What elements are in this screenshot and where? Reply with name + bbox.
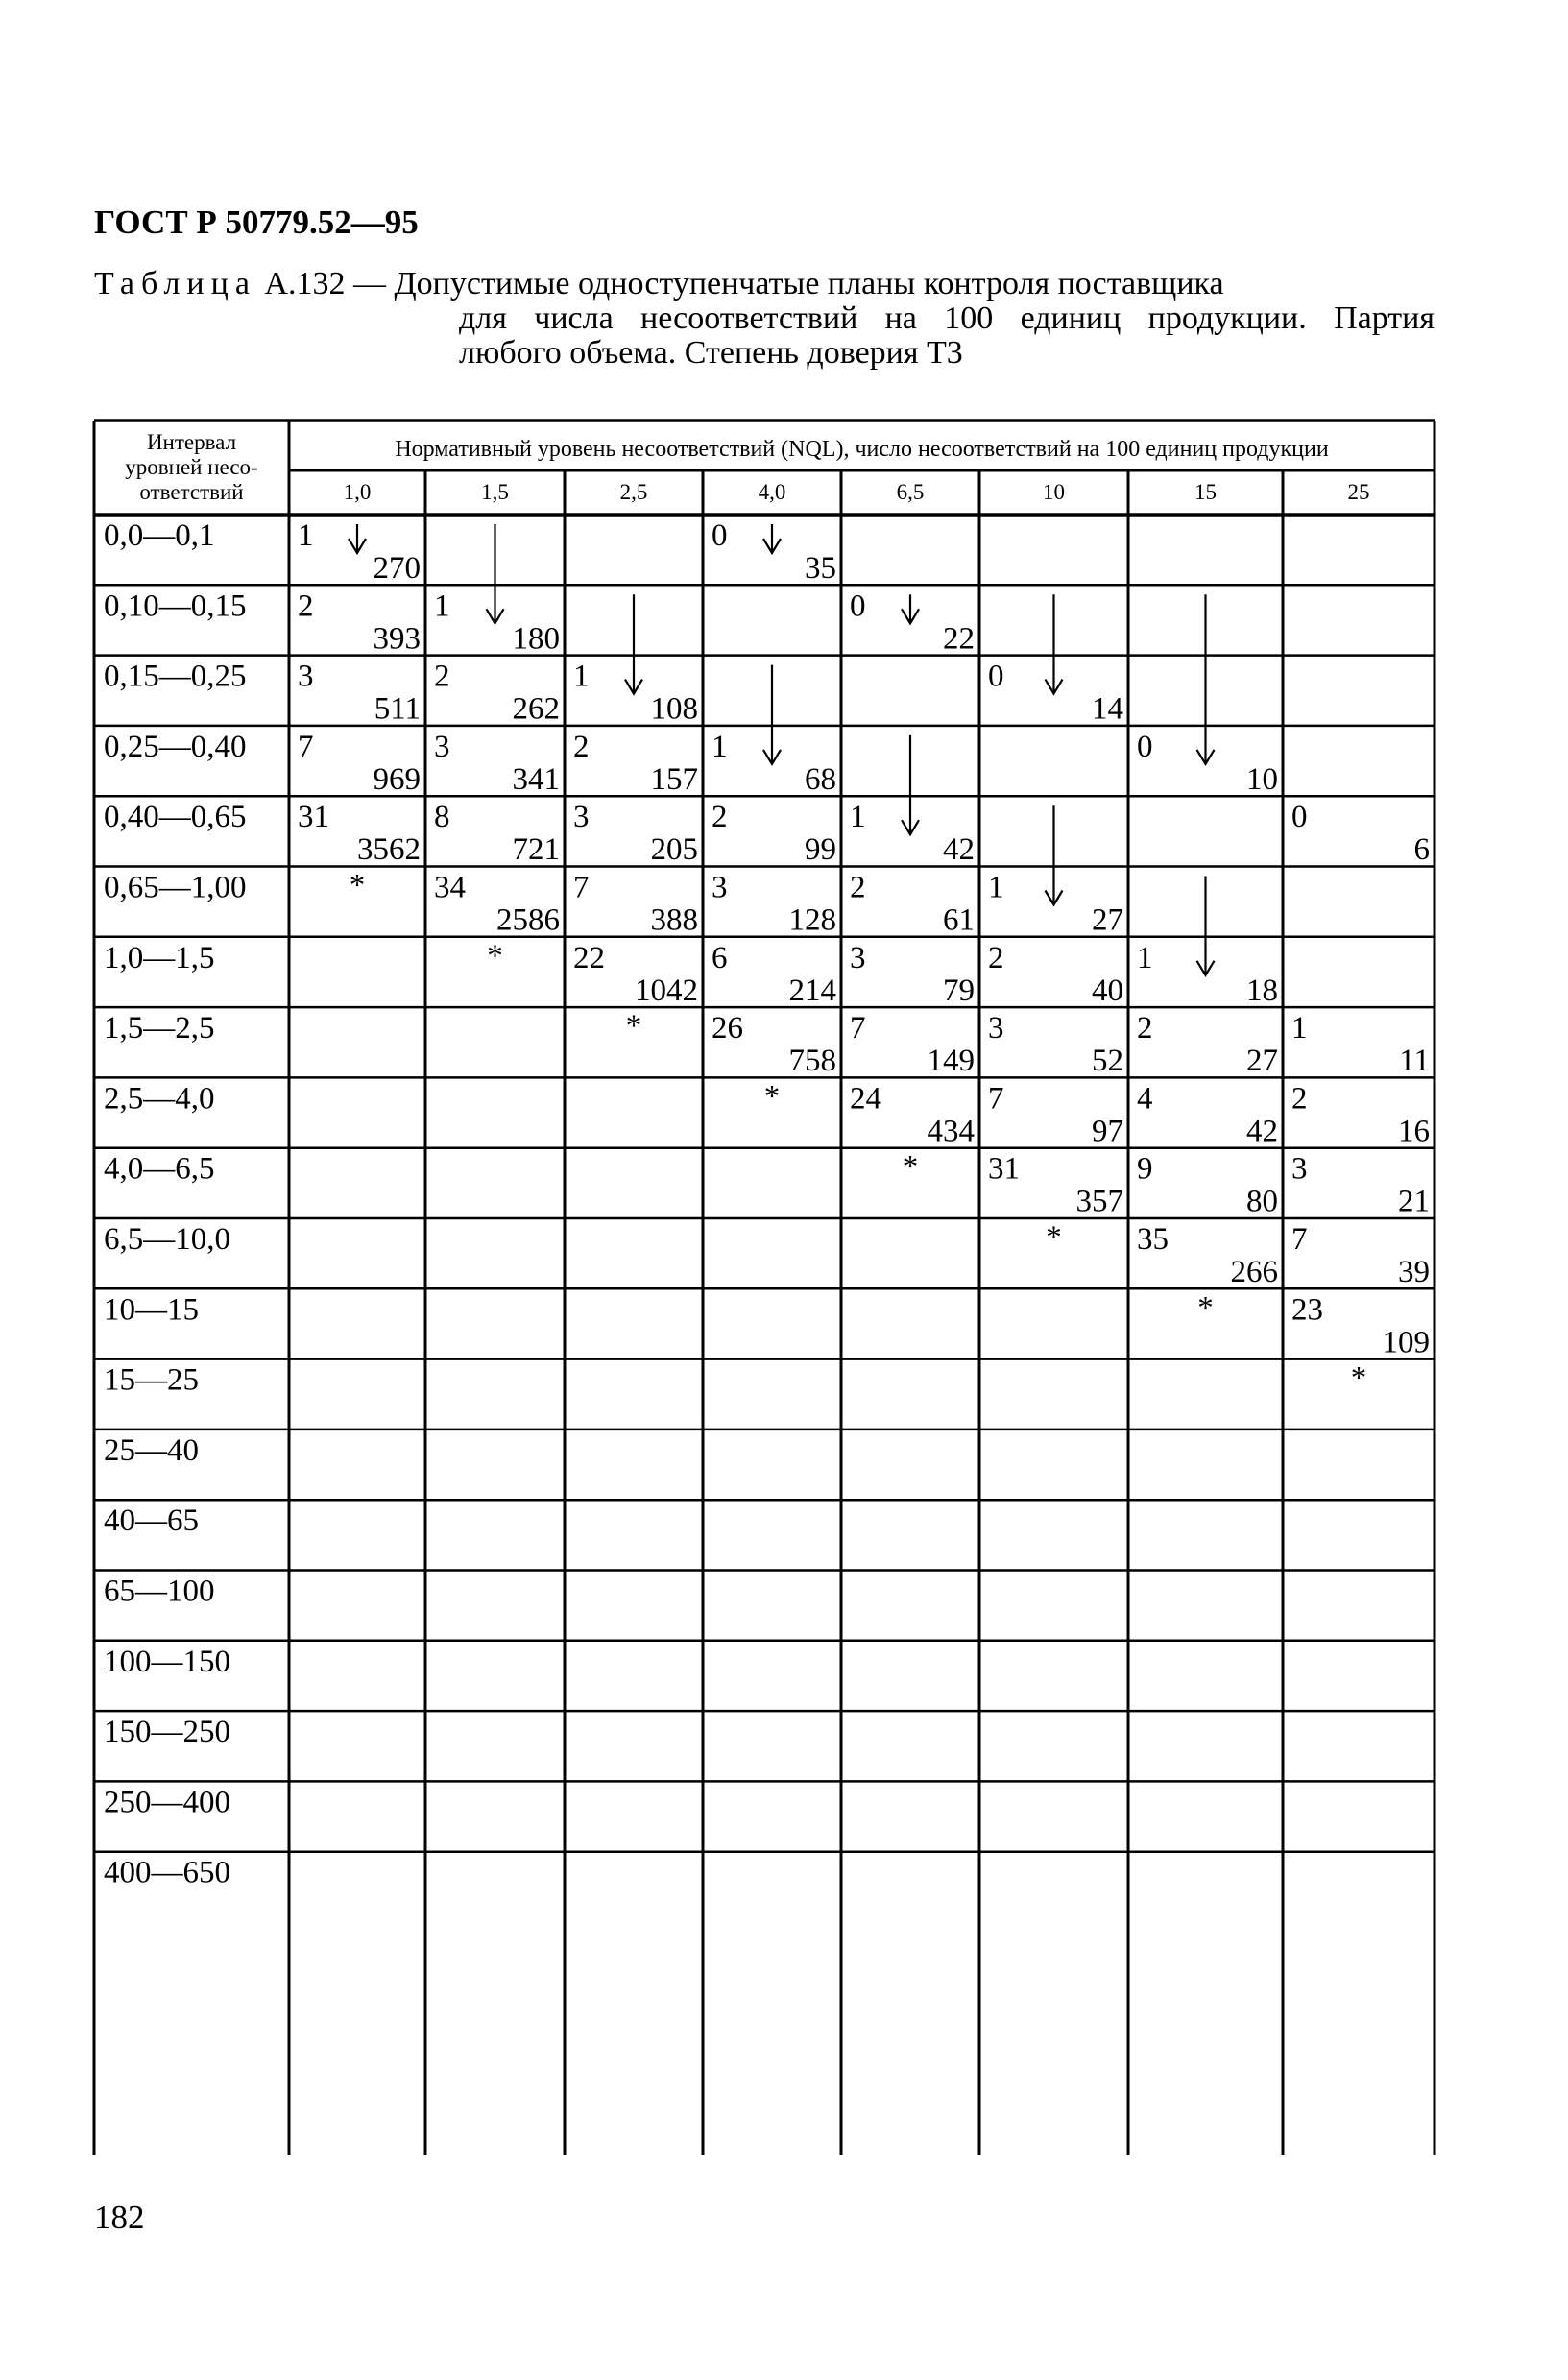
row-label: 10—15	[104, 1292, 199, 1328]
sample-size: 79	[943, 973, 975, 1008]
acceptance-number: 7	[573, 870, 590, 905]
acceptance-number: 2	[1291, 1081, 1308, 1117]
sample-size: 205	[650, 832, 698, 868]
asterisk-mark: *	[902, 1149, 919, 1185]
sample-size: 27	[1092, 902, 1123, 938]
asterisk-mark: *	[763, 1079, 781, 1115]
acceptance-number: 7	[850, 1011, 866, 1046]
sample-size: 434	[927, 1114, 975, 1149]
column-header: 15	[1194, 480, 1217, 504]
sample-size: 266	[1230, 1255, 1278, 1289]
acceptance-number: 3	[298, 659, 314, 694]
sample-size: 42	[943, 832, 975, 868]
acceptance-number: 22	[573, 940, 605, 975]
row-label: 25—40	[104, 1432, 199, 1468]
sample-size: 14	[1092, 691, 1123, 727]
column-header: 25	[1347, 480, 1370, 504]
sample-size: 721	[512, 832, 560, 868]
column-header: 2,5	[619, 480, 648, 504]
asterisk-mark: *	[1350, 1360, 1367, 1396]
sample-size: 40	[1092, 973, 1123, 1008]
sample-size: 11	[1399, 1044, 1430, 1079]
acceptance-number: 1	[712, 729, 728, 764]
sample-size: 214	[788, 973, 836, 1008]
sample-size: 3562	[357, 832, 421, 868]
row-label: 65—100	[104, 1574, 215, 1609]
acceptance-number: 2	[712, 800, 728, 835]
acceptance-number: 6	[712, 940, 728, 975]
row-label: 6,5—10,0	[104, 1222, 230, 1257]
sample-size: 157	[650, 761, 698, 797]
sample-size: 16	[1398, 1114, 1430, 1149]
acceptance-number: 31	[298, 800, 329, 835]
acceptance-number: 1	[573, 659, 590, 694]
caption-lead: Таблица	[94, 266, 256, 301]
acceptance-number: 34	[434, 870, 466, 905]
acceptance-number: 35	[1137, 1222, 1169, 1257]
caption-line-3: любого объема. Степень доверия Т3	[459, 335, 963, 371]
acceptance-number: 2	[573, 729, 590, 764]
acceptance-number: 1	[988, 870, 1004, 905]
acceptance-number: 7	[298, 729, 314, 764]
sample-size: 262	[512, 691, 560, 727]
sample-size: 22	[943, 621, 975, 657]
column-header: 1,0	[343, 480, 372, 504]
acceptance-number: 8	[434, 800, 450, 835]
asterisk-mark: *	[487, 938, 503, 974]
sample-size: 270	[373, 551, 421, 586]
acceptance-number: 0	[988, 659, 1004, 694]
sample-size: 511	[374, 691, 421, 727]
sample-size: 149	[927, 1044, 975, 1079]
asterisk-mark: *	[349, 868, 366, 903]
row-label: 4,0—6,5	[104, 1151, 215, 1187]
row-label: 100—150	[104, 1644, 230, 1679]
sample-size: 6	[1413, 832, 1430, 868]
sample-size: 35	[805, 551, 836, 586]
column-header: 10	[1043, 480, 1065, 504]
sample-size: 10	[1246, 761, 1278, 797]
acceptance-number: 3	[712, 870, 728, 905]
acceptance-number: 0	[1137, 729, 1153, 764]
column-header: 4,0	[758, 480, 786, 504]
sample-size: 27	[1246, 1044, 1278, 1079]
acceptance-number: 1	[850, 800, 866, 835]
page-number: 182	[94, 2199, 145, 2236]
row-label: 2,5—4,0	[104, 1081, 215, 1117]
column-header: 6,5	[896, 480, 925, 504]
sample-size: 80	[1246, 1184, 1278, 1219]
row-label: 15—25	[104, 1362, 199, 1398]
corner-header-line: ответствий	[139, 480, 244, 504]
row-label: 0,65—1,00	[104, 870, 247, 905]
document-code: ГОСТ Р 50779.52—95	[94, 204, 419, 241]
acceptance-number: 0	[712, 518, 728, 553]
acceptance-number: 23	[1291, 1292, 1323, 1328]
sample-size: 39	[1398, 1255, 1430, 1289]
sample-size: 388	[650, 902, 698, 938]
sample-size: 128	[788, 902, 836, 938]
sample-size: 61	[943, 902, 975, 938]
caption-line-2: для числа несоответствий на 100 единиц продукции. Партия	[459, 301, 1435, 336]
asterisk-mark: *	[1046, 1220, 1062, 1255]
sample-size: 1042	[635, 973, 698, 1008]
sample-size: 108	[650, 691, 698, 727]
row-label: 0,15—0,25	[104, 659, 247, 694]
corner-header-line: Интервал	[146, 430, 237, 454]
row-label: 400—650	[104, 1855, 230, 1890]
sample-size: 109	[1382, 1325, 1430, 1360]
sample-size: 97	[1092, 1114, 1123, 1149]
acceptance-number: 24	[850, 1081, 881, 1117]
acceptance-number: 2	[298, 589, 314, 624]
sample-size: 42	[1246, 1114, 1278, 1149]
acceptance-number: 3	[850, 940, 866, 975]
acceptance-number: 26	[712, 1011, 743, 1046]
sample-size: 21	[1398, 1184, 1430, 1219]
acceptance-number: 7	[1291, 1222, 1308, 1257]
sample-size: 393	[373, 621, 421, 657]
acceptance-number: 1	[434, 589, 450, 624]
row-label: 0,40—0,65	[104, 800, 247, 835]
acceptance-number: 9	[1137, 1151, 1153, 1187]
row-label: 0,10—0,15	[104, 589, 247, 624]
sample-size: 758	[788, 1044, 836, 1079]
sample-size: 969	[373, 761, 421, 797]
caption-title: А.132 — Допустимые одноступенчатые планы контроля поставщика	[264, 266, 1224, 301]
sample-size: 18	[1246, 973, 1278, 1008]
sample-size: 357	[1075, 1184, 1123, 1219]
acceptance-number: 3	[1291, 1151, 1308, 1187]
acceptance-number: 3	[573, 800, 590, 835]
row-label: 250—400	[104, 1785, 230, 1820]
row-label: 40—65	[104, 1503, 199, 1539]
column-header: 1,5	[481, 480, 509, 504]
sample-size: 180	[512, 621, 560, 657]
sample-size: 99	[805, 832, 836, 868]
acceptance-number: 1	[298, 518, 314, 553]
row-label: 0,0—0,1	[104, 518, 215, 553]
row-label: 1,0—1,5	[104, 940, 215, 975]
sample-size: 68	[805, 761, 836, 797]
acceptance-number: 2	[434, 659, 450, 694]
acceptance-number: 7	[988, 1081, 1004, 1117]
acceptance-number: 2	[988, 940, 1004, 975]
sample-size: 2586	[496, 902, 560, 938]
acceptance-number: 0	[1291, 800, 1308, 835]
acceptance-number: 4	[1137, 1081, 1153, 1117]
acceptance-number: 1	[1291, 1011, 1308, 1046]
acceptance-number: 3	[434, 729, 450, 764]
acceptance-number: 31	[988, 1151, 1020, 1187]
sample-size: 52	[1092, 1044, 1123, 1079]
acceptance-number: 1	[1137, 940, 1153, 975]
acceptance-number: 0	[850, 589, 866, 624]
corner-header-line: уровней несо-	[125, 455, 258, 479]
group-header: Нормативный уровень несоответствий (NQL), число несоответствий на 100 единиц продукции	[395, 437, 1329, 462]
row-label: 150—250	[104, 1715, 230, 1750]
acceptance-number: 2	[1137, 1011, 1153, 1046]
sample-size: 341	[512, 761, 560, 797]
acceptance-number: 2	[850, 870, 866, 905]
acceptance-number: 3	[988, 1011, 1004, 1046]
row-label: 0,25—0,40	[104, 729, 247, 764]
asterisk-mark: *	[1197, 1290, 1214, 1326]
asterisk-mark: *	[625, 1009, 642, 1045]
row-label: 1,5—2,5	[104, 1011, 215, 1046]
